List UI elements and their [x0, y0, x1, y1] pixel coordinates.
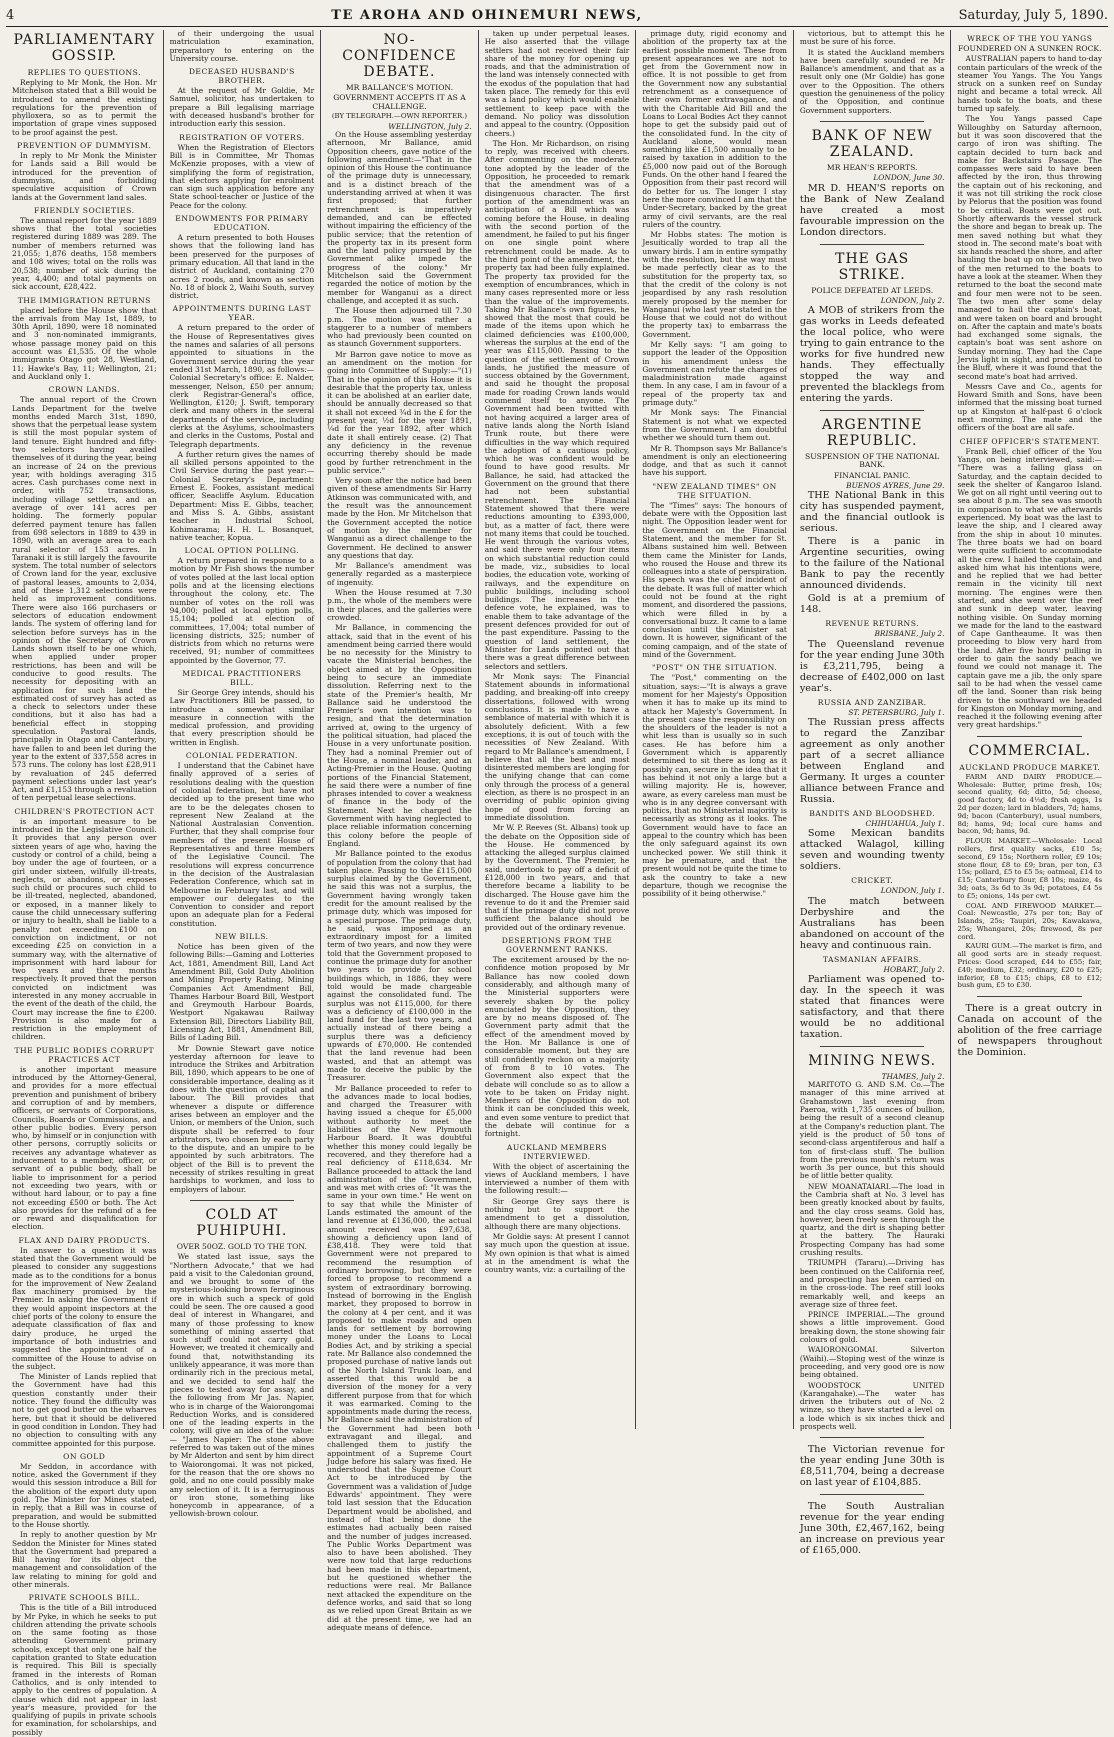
paragraph: There is a great outcry in Canada on account of the abolition of the free carriage of newspapers throughout the Dominion.	[957, 1003, 1103, 1059]
subheading: MEDICAL PRACTITIONERS BILL.	[182, 669, 302, 687]
paragraph: Mr Hobbs states: The motion is Jesuitically worded to trap all the unwary birds. I am in entire sympathy with the resolution, but the way must be made perfectly clear as to the substitution for the property tax, so that the credit of the colony is not jeopardised by any rash resolution merely proposed by the member for Wanganui (who last year stated in the House that we could not do without the property tax) to embarrass the Government.	[642, 230, 787, 339]
paragraph: Very soon after the notice had been given of these amendments Sir Harry Atkinson was communicated with, and the result was the announcement made by the Hon. Mr Mitchelson that the Government accepted the notice of motion by the member for Wanganui as a direct challenge to the Government. He declined to answer any questions that day.	[327, 476, 472, 560]
paragraph: We stated last issue, says the "Northern Advocate," that we had paid a visit to the Caledonian ground, and we brought to some of the mysterious-looking brown ferruginous ore in which such a speck of gold could be seen. The ore caused a good deal of interest in Whangarei, and many of those professing to know something of mining asserted that such stuff could not carry gold. However, we treated it chemically and found that, notwithstanding its unlikely appearance, it was more than ordinarily rich in the precious metal, and we decided to send half the pieces to tested away for assay, and the following from Mr Jas. Napier, who is in charge of the Waiorongomai Reduction Works, and is considered one of the leading experts in the colony, will give an idea of the value:— "James Napier: The stone above referred to was taken out of the mines by Mr Alderton and sent by him direct to Waiorongomai. It was not picked, for the reason that the ore shows no gold, and no one could possibly make any selection of it. It is a ferruginous or iron stone, something like honeycomb in appearance, of a yellowish-brown colour.	[169, 1252, 315, 1519]
subheading: WRECK OF THE YOU YANGS	[967, 34, 1093, 43]
paragraph: of their undergoing the usual matriculation examination, preparatory to entering on the University course.	[169, 29, 315, 63]
subheading: REVENUE RETURNS.	[825, 619, 920, 629]
subheading: NEW BILLS.	[215, 932, 269, 942]
paragraph: The Hon. Mr Richardson, on rising to reply, was received with cheers. After commenting on the moderate tone adopted by the leader of the Opposition, he proceeded to remark that the amendment was of a disingenuous character. The first portion of the amendment was an anticipation of a Bill which was coming before the House, in dealing with the second portion of the amendment, he failed to put his finger on one single point where retrenchment could be made. As to the third point of the amendment, the property tax had been fully explained. The property tax provided for the exemption of encumbrances, which in many cases represented more or less than the value of the improvements. Taking Mr Ballance's own figures, he showed that the most that could be made of the items upon which he claimed deficiencies was £100,000, whereas the surplus at the end of the year was £115,000. Passing to the question of the settlement of Crown lands, he justified the measure of success obtained by the Government, and said he thought the proposal made for roading Crown lands would commend itself to anyone. The Government had been twitted with not having acquired a larger area of native lands along the North Island Trunk route, but there were difficulties in the way which required the adoption of a cautious policy, which he was confident would be found to have good results. Mr Ballance, he said, had attacked the Government on the ground that there had not been substantial retrenchment. The Financial Statement showed that there were reductions amounting to £393,000, but, as a matter of fact, there were not many items that could be touched. He went through the various votes, and said there were only four items on which substantial reduction could be made, viz., subsidies to local bodies, the education vote, working of railways, and the expenditure on public buildings, including school buildings. The increases in the defence vote, he explained, was to enable them to take advantage of the present defences provided for out of the past expenditure. Passing to the question of land settlement, the Minister for Lands pointed out that there was a great difference between selectors and settlers.	[484, 138, 630, 671]
subheading: DESERTIONS FROM THE GOVERNMENT RANKS.	[501, 936, 613, 955]
paragraph: At the request of Mr Goldie, Mr Samuel, solicitor, has undertaken to prepare a Bill legalising marriage with deceased husband's brother for introduction early this session.	[169, 86, 315, 129]
paragraph: Mr Kelly says: "I am going to support the leader of the Opposition in his amendment unless the Government can refute the charges of maladministration made against them. In any case, I am in favour of a repeal of the property tax and primage duty."	[642, 339, 787, 408]
paragraph: Mr R. Thompson says Mr Ballance's amendment is only an electioneering dodge, and that as such it cannot have his support.	[642, 443, 787, 478]
section-heading: ARGENTINE REPUBLIC.	[821, 417, 923, 450]
paragraph: In reply to Mr Monk the Minister for Lands said a Bill would be introduced for the prevention of dummyism, and forbidding speculative acquisition of Crown lands at the Government land sales.	[12, 151, 157, 202]
paragraph: Messrs Cave and Co., agents for Howard Smith and Sons, have been informed that the missing boat turned up at Kingston at half-past 6 o'clock next morning. The mate and the officers of the boat are all safe.	[957, 381, 1103, 433]
dateline: BUENOS AYRES, June 29.	[846, 481, 945, 491]
subheading: BANDITS AND BLOODSHED.	[809, 808, 936, 818]
paragraph: is an important measure to be introduced in the Legislative Council. It provides that any person over sixteen years of age who, having the custody or control of a child, being a boy under the age of fourteen, or a girl under sixteen, wilfully ill-treats, neglects, or abandons, or exposes such child or procures such child to be ill-treated, neglected, abandoned, or exposed, in a manner likely to cause the child unnecessary suffering or injury to health, shall be liable to a penalty not exceeding £100 on conviction on indictment, or not exceeding £25 on conviction in a summary way, with the alternative of imprisonment with hard labour for two years and three months respectively. It proved that the person convicted on indictment was interested in any money accruable in the event of the death of the child, the Court may increase the fine to £200. Provision is also made for a restriction in the employment of children.	[12, 816, 157, 1042]
column-5	[636, 30, 794, 1429]
newspaper-title: TE AROHA AND OHINEMURI NEWS,	[331, 7, 643, 23]
subheading: AUCKLAND PRODUCE MARKET.	[959, 762, 1101, 772]
paragraph: Mr Ballance, in commencing the attack, said that in the event of his amendment being carried there would be no necessity for the Ministry to vacate the Ministerial benches, the object aimed at by the Opposition being to secure an immediate dissolution. Referring next to the state of the Premier's health, Mr Ballance said he understood the Premier's own intention was to resign, and that the determination arrived at, owing to the urgency of the political situation, had placed the House in a very unfortunate position. They had a nominal Premier out of the House, a nominal leader, and an Acting-Premier in the House. Quoting portions of the Financial Statement, he said there were a number of fine phrases intended to cover a weakness of finance in the body of the Statement. Next he charged the Government with having neglected to place reliable information concerning this colony before the people of England.	[327, 623, 472, 848]
paragraph: With the object of ascertaining the views of Auckland members, I have interviewed a number of them with the following result:—	[484, 1161, 630, 1196]
column-1	[6, 30, 164, 1737]
subheading: PREVENTION OF DUMMYISM.	[17, 141, 152, 151]
divider	[820, 1437, 925, 1438]
paragraph: The Minister of Lands replied that the Government have had this question constantly under their notice. They found the difficulty was not to get good butter on the wharves here, but that it should be delivered in good condition in London. They had no objection to consulting with any committee appointed for this purpose.	[12, 1372, 157, 1448]
dateline: BRISBANE, July 2.	[874, 629, 945, 639]
paragraph: The South Australian revenue for the year ending June 30th, £2,467,162, being an increase on previous year of £165,000.	[799, 1501, 945, 1557]
paragraph: In reply to another question by Mr Seddon the Minister for Mines stated that the Government had prepared a Bill having for its object the management and consolidation of the law relating to mining for gold and other minerals.	[12, 1530, 157, 1589]
subheading: REGISTRATION OF VOTERS.	[179, 132, 305, 142]
deck: MR HEAN'S REPORTS.	[826, 162, 918, 172]
subheading: DECEASED HUSBAND'S BROTHER.	[188, 67, 295, 86]
paragraph: victorious, but to attempt this he must be sure of his force.	[799, 29, 945, 47]
paragraph: The match between Derbyshire and the Australians has been abandoned on account of the heavy and continuous rain.	[799, 895, 945, 951]
subheading: APPOINTMENTS DURING LAST YEAR.	[172, 304, 312, 323]
column-4	[479, 30, 637, 1429]
paragraph: THE National Bank in this city has suspended payment, and the financial outlook is serious.	[799, 490, 945, 535]
paragraph: Replying to Mr Monk, the Hon. Mr Mitchelson stated that a Bill would be introduced to amend the existing regulations for the prevention of phylloxera, so as to permit the importation of grape vines supposed to be proof against the pest.	[12, 78, 157, 137]
column-6	[794, 29, 952, 1557]
divider	[977, 996, 1082, 997]
paragraph: The annual report for the year 1889 shows that the total societies registered during 1889 was 289. The number of members returned was 21,055; 1,876 deaths, 158 members and 108 wives; total on the rolls was 20,538; number of sick during the year, 4,400; and total payments on sick account, £28,422.	[12, 215, 157, 292]
paragraph: When the Registration of Electors Bill is in Committee, Mr Thomas McKenzie proposes, with a view of simplifying the form of registration, that electors applying for enrolment can sign such application before any State school-teacher or Justice of the Peace for the colony.	[169, 142, 315, 210]
paragraph: Mr Ballance pointed to the exodus of population from the colony that had taken place. Passing to the £115,000 surplus claimed by the Government, he said this was not a surplus, the Government having wrongly taken credit for the amount realised by the primage duty, which was imposed for a special purpose. The primage duty, he said, was imposed as an extraordinary impost for a limited term of two years, and now they were told that the Government proposed to continue the primage duty for another two years to provide for school buildings which, in 1886, they were told would be made chargeable against the consolidated fund. The surplus was not £115,000, for there was a deficiency of £100,000 in the land fund for the last two years, and actually instead of there being a surplus there was a deficiency upwards of £70,000. He contended that the land revenue had been wasted, and that an attempt was made to deceive the public by the Treasurer.	[327, 849, 472, 1083]
dateline: LONDON, June 30.	[873, 173, 945, 183]
paragraph: MR D. HEAN'S reports on the Bank of New Zealand have created a most favourable impression on the London directors.	[799, 182, 945, 238]
paragraph: Mr Ballance proceeded to refer to the advances made to local bodies, and charged the Treasurer with having issued a cheque for £5,000 without authority to meet the liabilities of the New Plymouth Harbour Board. It was doubtful whether this money could legally be recovered, and they therefore had a real deficiency of £118,634. Mr Ballance proceeded to attack the land administration of the Government, and was met with cries of: "It was the same in your own time." He went on to say that while the Minister of Lands estimated the amount of the land revenue at £136,000, the actual amount received was £97,638, showing a deficiency upon land of £38,418. They were told that Government were not prepared to recommend the resumption of ordinary borrowing, but they were forced to propose to recommend a system of extraordinary borrowing. Instead of borrowing in the English market, they proposed to borrow in the colony at 4 per cent, and it was proposed to make roads and open lands for settlement by borrowing money under the Loans to Local Bodies Act, and by striking a special rate. Mr Ballance also condemned the proposed purchase of native lands out of the North Island Trunk loan, and asserted that this would be a diversion of the money for a very different purpose from that for which it was earmarked. Coming to the appointments made during the recess, Mr Ballance said the administration of the Government had been both extravagant and illegal, and challenged them to justify the appointment of a Supreme Court Judge before his salary was fixed. He understood that the Supreme Court Act to be introduced by the Government was a validation of Judge Edwards' appointment. They were told last session that the Education Department would be abolished, and instead of that being done the estimates had actually been raised and the number of judges increased. The Public Works Department was also to have been abolished. They were now told that large reductions had been made in this department, but he questioned whether the reductions were real. Mr Ballance next attacked the expenditure on the defence works, and said that so long as we relied upon Great Britain as we did at the present time, we had an adequate means of defence.	[327, 1083, 472, 1632]
divider	[190, 1200, 295, 1201]
paragraph: NEW MOANATAIARI.—The load in the Cambria shaft at No. 3 level has been greatly knocked about by faults, and the clay cross seams. Gold has, however, been freely seen through the quartz, and the dirt is shaping better at the battery. The Hauraki Prospecting Company has had some crushing results.	[799, 1181, 945, 1258]
paragraph: The "Times" says: The honours of debate were with the Opposition last night. The Opposition leader went for the Government on the Financial Statement, and the member for St. Albans sustained him well. Between them came the Minister for Lands, who roused the House and threw its colleagues into a state of perspiration. His speech was the chief incident of the debate. It was full of matter which could not be found at the right moment, and disordered the passions, which were filled in by a conversational buzz. It came to a lame conclusion until the Minister sat down. It is however, significant of the coming campaign, and of the state of mind of the Government.	[642, 500, 787, 660]
subheading: LOCAL OPTION POLLING.	[184, 546, 300, 556]
subheading: TASMANIAN AFFAIRS.	[822, 954, 922, 964]
paragraph: Mr Ballance's amendment was generally regarded as a masterpiece of ingenuity.	[327, 561, 472, 587]
paragraph: is another important measure introduced by the Attorney-General, and provides for a more effectual prevention and punishment of bribery and corruption of and by members, officers, or servants of Corporations, Councils, Boards or Commissions, and other public bodies. Every person who, by himself or in conjunction with other persons, corruptly solicits or receives any advantage whatever as inducement to a member, officer, or servant of a public body, shall be liable to imprisonment for a period not exceeding two years, with or without hard labour, or to pay a fine not exceeding £500 or both. The Act also provides for the refund of a fee or reward and disqualification for election.	[12, 1064, 157, 1232]
dateline: CHIHUAHUA, July 1.	[865, 818, 945, 828]
paragraph: The You Yangs passed Cape Willoughby on Saturday afternoon, but it was soon discovered that the cargo of iron was shifting. The captain decided to turn back and make for Backstairs Passage. The compasses were said to have been affected by the iron, thus throwing the captain out of his reckoning, and it was not till striking the rock close by Pelorus that the position was found to be critical. Boats were got out. Shortly afterwards the vessel struck the shore and began to break up. The men saved nothing but what they stood in. The second mate's boat with six hands reached the shore, and after hauling the boat up on the beach two of the men returned to the boats to have a look at the steamer. When they returned to the boat the second mate and four men were not to be seen. The two men after some delay managed to hail the captain's boat, and were taken on board and brought on. After the captain and mate's boats had exchanged some signals, the captain's boat was sent ashore on Sunday morning. They had the Cape Jervis light in sight, and proceeded to the Bluff, where it was found that the second mate's boat had arrived.	[957, 114, 1103, 381]
paragraph: Sir George Grey intends, should his Law Practitioners Bill be passed, to introduce a somewhat similar measure in connection with the medical profession, and providing that every prescription should be written in English.	[169, 688, 315, 747]
section-heading: PARLIAMENTARY GOSSIP.	[13, 32, 156, 64]
paragraph: Mr Monk says: The Financial Statement is not what we expected from the Government. I am doubtful whether we should turn them out.	[642, 408, 787, 443]
dateline: HOBART, July 2.	[883, 964, 945, 974]
paragraph: COAL AND FIREWOOD MARKET.—Coal: Newcastle, 27s per ton; Bay of Islands, 25s; Taupiri, 20s; Kawakawa, 25s; Whangarei, 20s; firewood, 8s per cord.	[957, 901, 1103, 941]
deck: GOVERNMENT ACCEPTS IT AS A CHALLENGE.	[333, 93, 466, 111]
paragraph: The Victorian revenue for the year ending June 30th is £8,511,704, being a decrease on last year of £104,885.	[799, 1444, 945, 1489]
paragraph: On the House assembling yesterday afternoon, Mr Ballance, amid Opposition cheers, gave notice of the following amendment:—"That in the opinion of this House the continuance of the primage duty is unnecessary, and is a distinct breach of the understanding arrived at when it was first proposed; that further retrenchment is imperatively demanded, and can be effected without impairing the efficiency of the public service; that the retention of the property tax in its present form and the land policy pursued by the Government alike impede the progress of the colony." Mr Mitchelson said the Government regarded the notice of motion by the member for Wanganui as a direct challenge, and accepted it as such.	[327, 129, 472, 305]
paragraph: The annual report of the Crown Lands Department for the twelve months ended March 31st, 1890, shows that the perpetual lease system is still the most popular system of land tenure. Eight hundred and fifty-two selectors having availed themselves of it during the year, being an increase of 24 on the previous year, with holdings averaging 315 acres. Cash purchases come next in order, with 752 transactions, including village settlers, and an average of over 141 acres per holding. The formerly popular deferred payment tenure has fallen from 698 selectors in 1889 to 439 in 1890, with an average area to each rural selector of 153 acres. In Taranaki it is still largely the favourite system. The total number of selectors of Crown land for the year, exclusive of pastoral leases, amounts to 2,034, and of these 1,312 selections were held as improvement conditions. There were also 166 purchasers or selectors of education endowment lands. The system of offering land for selection before surveys has in the opinion of the Secretary of Crown Lands shown itself to be one which, when applied under proper restrictions, has been and will be conducive to good results. The necessity for depositing with an application for such land the estimated cost of survey has acted as a check to selectors under these conditions, but it also has had a beneficial effect in stopping speculation. Pastoral lands, principally in Otago and Canterbury, have fallen to and been let during the year to the extent of 337,558 acres in 573 runs. The colony has lost £28,911 by revaluation of 245 deferred payment selections under last year's Act, and £1,153 through a revaluation of ten perpetual lease selections.	[12, 395, 157, 803]
deck: OVER 50OZ. GOLD TO THE TON.	[176, 1241, 307, 1251]
subheading: CHIEF OFFICER'S STATEMENT.	[959, 436, 1100, 446]
divider	[820, 1494, 925, 1495]
paragraph: PRINCE IMPERIAL.—The ground shows a little improvement. Good breaking down, the stone showing fair colours of gold.	[799, 1310, 945, 1345]
paragraph: A return prepared in response to a motion by Mr Fish shows the number of votes polled at the last local option polls and at the licensing elections throughout the colony, etc. The number of votes on the roll was 94,000; polled at local option polls, 15,104; polled at election of committees, 17,004; total number of licensing districts, 325; number of districts from which no returns were received, 91; number of committees appointed by the Governor, 77.	[169, 556, 315, 665]
section-heading: COLD AT PUHIPUHI.	[196, 1206, 288, 1239]
paragraph: KAURI GUM.—The market is firm, and all good sorts are in steady request. Prices: Good scraped, £44 to £55; fair, £40; medium, £32; ordinary, £20 to £25; inferior, £8 to £15; chips, £8 to £12; bush gum, £5 to £30.	[957, 942, 1103, 990]
divider	[977, 736, 1082, 737]
dateline: WELLINGTON, July 2.	[388, 121, 472, 131]
subheading: "POST" ON THE SITUATION.	[651, 663, 778, 673]
deck: FINANCIAL PANIC.	[834, 470, 911, 480]
paragraph: Mr Barron gave notice to move as an amendment on the motion for going into Committee of Supply:—"(1) That in the opinion of this House it is desirable that the property tax, unless it can be abolished at an earlier date, should be annually decreased so that it shall not exceed ¾d in the £ for the present year, ½d for the year 1891, ¼d for the year 1892, after which date it shall entirely cease. (2) That any deficiency in the revenue occurring thereby should be made good by further retrenchment in the public service."	[327, 349, 472, 475]
paragraph: The Russian press affects to regard the Zanzibar agreement as only another part of a secret alliance between England and Germany. It urges a counter alliance between France and Russia.	[799, 716, 945, 805]
dateline: ST. PETERSBURG, July 1.	[848, 707, 945, 717]
paragraph: It is stated the Auckland members have been carefully sounded re Mr Ballance's amendment, and that as a result only one (Mr Goldie) has gone over to the Opposition. The others question the genuineness of the policy of the Opposition, and continue Government supporters.	[799, 47, 945, 115]
subheading: CROWN LANDS.	[48, 385, 120, 395]
paragraph: AUSTRALIAN papers to hand to-day contain particulars of the wreck of the steamer You Yangs. The You Yangs struck on a sunken reef on Sunday night and became a total wreck. All hands took to the boats, and these turned up safely.	[957, 54, 1103, 114]
subheading: REPLIES TO QUESTIONS.	[27, 68, 141, 77]
paragraph: There is a panic in Argentine securities, owing to the failure of the National Bank to pay the recently announced dividends.	[799, 536, 945, 592]
paragraph: A MOB of strikers from the gas works in Leeds defeated the local police, who were trying to gain entrance to the works for five hundred new hands. They effectually stopped the way and prevented the blacklegs from entering the yards.	[799, 305, 945, 405]
paragraph: The "Post," commenting on the situation, says:—"It is always a grave moment for her Majesty's Opposition when it has to make up its mind to attack her Majesty's Government. In the present case the responsibility on the shoulders of the leader is not a whit less than is usually so in such cases. He has before him a Government which is apparently determined to sit there as long as it possibly can, secure in the idea that it has behind it not only a large but a willing majority. He is, however, aware, as every careless man must be who is in any degree conversant with politics, that no Ministerial majority is necessarily as strong as it looks. The Government would have to face an appeal to the country which has been the only safeguard against its own unchecked power. We still think it may be premature, and that the present would not be quite the time to ask the country to take a new departure, though we recognise the possibility of it being otherwise."	[642, 673, 787, 899]
paragraph: Frank Bell, chief officer of the You Yangs, on being interviewed, said:— "There was a falling glass on Saturday, and the captain decided to seek the shelter of Kangaroo Island. We got on all right until veering out to sea about 8 p.m. The sea was smooth in comparison to what we afterwards experienced. My boat was the last to leave the ship, and I cleared away from the ship in about 10 minutes. The three boats we had on board were quite sufficient to accommodate all the crew. I hailed the captain, and asked him what his intentions were, and he replied that we had better remain in the vicinity till next morning. The engines were then started, and she went over the reef and sunk in deep water, leaving nothing visible. On Sunday morning we made for the land to the eastward of Cape Gantheaume. It was then proceeding to blow very hard from the land. After five hours' pulling in order to gain the sandy beach we found we could not manage it. The captain gave me a jib, the only spare sail to be had when the vessel came off the land. Sooner than risk being driven to the southward we headed for Kingston on Monday morning, and reached it the following evening after very great hardships."	[957, 446, 1103, 730]
paragraph: The Queensland revenue for the year ending June 30th is £3,211,795, being a decrease of £402,000 on last year's.	[799, 638, 945, 694]
paragraph: WAIORONGOMAI. Silverton (Waihi).—Stoping west of the winze is proceeding, and very good ore is now being obtained.	[799, 1345, 945, 1380]
section-heading: THE GAS STRIKE.	[835, 250, 910, 283]
divider	[820, 1046, 925, 1047]
subheading: FRIENDLY SOCIETIES.	[34, 205, 135, 215]
subheading: CRICKET.	[851, 876, 894, 886]
subheading: "NEW ZEALAND TIMES" ON THE SITUATION.	[652, 481, 777, 500]
paragraph: FLOUR MARKET.—Wholesale: Local rollers, first quality sacks, £10 5s; second, £9 15s; Northern roller, £9 10s; stone flour, £8 to £9; bran, per ton, £3 15s; pollard, £5 to £5 5s; oatmeal, £14 to £15; Canterbury flour, £8 10s; maize, 4s 3d; oats, 3s 6d to 3s 9d; potatoes, £4 5s to £5; onions, 14s per cwt.	[957, 837, 1103, 900]
subheading: PRIVATE SCHOOLS BILL.	[28, 1593, 140, 1603]
divider	[820, 410, 925, 411]
deck: MR BALLANCE'S MOTION.	[345, 83, 453, 92]
paragraph: taken up under perpetual leases. He also asserted that the village settlers had not received their fair share of the money for opening up roads, and that the administration of the land was intensely connected with the exodus of the population that had taken place. The remedy for this evil was a land policy which would enable settlement to keep pace with the demand. No policy was dissolution and appeal to the country. (Opposition cheers.)	[484, 29, 630, 138]
subheading: THE IMMIGRATION RETURNS	[17, 295, 151, 305]
dateline: LONDON, July 1.	[880, 886, 945, 896]
page-number: 4	[6, 7, 15, 23]
section-heading: BANK OF NEW ZEALAND.	[811, 127, 933, 160]
paragraph: Mr W. P. Reeves (St. Albans) took up the debate on the Opposition side of the House. He commenced by attacking the alleged surplus claimed by the Government. The Premier, he said, undertook to pay off a deficit of £128,000 in two years, and that therefore became a liability to be discharged. The House gave him the revenue to do it and the Premier said that if the primage duty did not prove sufficient the balance should be provided out of the ordinary revenue.	[484, 823, 630, 932]
paragraph: I understand that the Cabinet have finally approved of a series of resolutions dealing with the question of colonial federation, but have not decided up to the present time who are to be the delegates chosen to represent New Zealand at the National Australasian Convention. Further, that they shall comprise four members of the present House of Representatives and three members of the Legislative Council. The resolutions will express concurrence in the decision of the Australasian Federation Conference, which sat in Melbourne in February last, and will empower our delegates to the Convention to consider and report upon an adequate plan for a Federal constitution.	[169, 761, 315, 928]
paragraph: Gold is at a premium of 148.	[799, 593, 945, 616]
paragraph: FARM AND DAIRY PRODUCE.—Wholesale: Butter, prime fresh, 10s; second quality, 6d; ditto, 5d; cheese, good factory, 4d to 4½d; fresh eggs, 1s 2d per dozen; lard in bladders, 7d; hams, 9d; bacon (Canterbury), usual numbers, 8d; hams, 9d; local cure hams and bacon, 9d; hams, 9d.	[957, 772, 1103, 836]
paragraph: Sir George Grey says there is nothing but to support the amendment to get a dissolution, although there are many objections.	[484, 1196, 630, 1231]
subheading: AUCKLAND MEMBERS INTERVIEWED.	[506, 1142, 608, 1161]
paragraph: primage duty, rigid economy and abolition of the property tax at the earliest possible moment. These from present appearances we are not to get from the Government now in office. It is not possible to get from the Government now any substantial retrenchment as a consequence of their own former extravagance, and with the Charitable Aid Bill and the Loans to Local Bodies Act they cannot hope to get the subsidy paid out of the consolidated fund. In the city of Auckland alone, would mean something like £1,500 annually to be raised by taxation in addition to the £5,000 now paid out of the Borough Funds. On the other hand I feared the Opposition from their past record will do better for us. The longer I stay here the more convinced I am that the Under-Secretary, backed by the great army of civil servants, are the real rulers of the country.	[642, 29, 787, 229]
section-heading: NO-CONFIDENCE DEBATE.	[342, 32, 457, 80]
paragraph: A return presented to both Houses shows that the following land has been preserved for the purposes of primary education. All that land in the district of Auckland, containing 270 acres 2 roods, and known as section No. 18 of block 2, Waihi South, survey district.	[169, 233, 315, 301]
paragraph: The excitement aroused by the no-confidence motion proposed by Mr Ballance has now cooled down considerably, and although many of the Ministerial supporters were severely shaken by the policy enunciated by the Opposition, they are by no means disposed of. The Government party admit that the effect of the amendment moved by the Hon. Mr Ballance is one of considerable moment, but they are still confidently reckon on a majority of from 8 to 10 votes. The Government also expect that the debate will conclude so as to allow a vote to be taken on Friday night. Members of the Opposition do not think it can be concluded this week, and even some venture to predict that the debate will continue for a fortnight.	[484, 955, 630, 1139]
column-3	[321, 30, 479, 1632]
masthead	[6, 4, 1108, 27]
subheading: FLAX AND DAIRY PRODUCTS.	[18, 1235, 151, 1245]
paragraph: Some Mexican bandits attacked Walagol, killing seven and wounding twenty soldiers.	[799, 828, 945, 873]
paragraph: Parliament was opened to-day. In the speech it was stated that finances were satisfactory, and that there would be no additional taxation.	[799, 973, 945, 1040]
column-7	[951, 30, 1108, 1429]
paragraph: MARITOTO G. AND S.M. Co.—The manager of this mine arrived at Grahamstown last evening from Paeroa, with 1,735 ounces of bullion, being the result of a second cleanup at the Company's reduction plant. The yield is the product of 50 tons of second-class argentiferous and half a ton of first-class stuff. The bullion from the previous month's return was worth 3s per ounce, but this should be of little better quality.	[799, 1080, 945, 1181]
subheading: CHILDREN'S PROTECTION ACT	[14, 806, 155, 816]
column-2	[164, 29, 322, 1519]
subheading: ON GOLD	[63, 1451, 106, 1461]
paragraph: A return prepared to the order of the House of Representatives gives the names and salaries of all persons appointed to situations in the Government service during the year ended 31st March, 1890, as follows:—Colonial Secretary's office: E. Nalder, messenger, Nelson, £50 per annum; clerk Registrar-General's office, Wellington, £120; J. Swift, temporary clerk and many others in the several departments of the service, including clerks at the Asylums, schoolmasters and clerks in the Customs, Postal and Telegraph departments.	[169, 323, 315, 449]
section-heading: MINING NEWS.	[808, 1052, 937, 1069]
paragraph: In answer to a question it was stated that the Government would be pleased to consider any suggestions made as to the conditions for a bonus for the improvement of New Zealand flax machinery promised by the Premier. In asking the Government if they would appoint inspectors at the chief ports of the colony to ensure the adequate classification of flax and dairy produce, he urged the importance of both industries and suggested the appointment of a committee of the House to advise on the subject.	[12, 1245, 157, 1371]
section-heading: COMMERCIAL.	[968, 742, 1092, 759]
paragraph: When the House resumed at 7.30 p.m., the whole of the members were in their places, and the galleries were crowded.	[327, 588, 472, 622]
paragraph: TRIUMPH (Tararu).—Driving has been continued on the California reef, and prospecting has been carried on in the cross-lode. The reef still looks remarkably well, and keeps an average size of three feet.	[799, 1258, 945, 1309]
paragraph: Mr Goldie says: At present I cannot say much upon the question at issue. My own opinion is that what is aimed at in the amendment is what the country wants, viz: a curtailing of the	[484, 1231, 630, 1275]
paragraph: Mr Downie Stewart gave notice yesterday afternoon for leave to introduce the Strikes and Arbitration Bill, 1890, which appears to be one of considerable importance, dealing as it does with the question of capital and labour. The Bill provides that whenever a dispute or difference arises between an employer and the Union, or members of the Union, such dispute shall be referred to four arbitrators, two chosen by each party to the dispute, and an umpire to be appointed by such arbitrators. The object of the Bill is to prevent the necessity of strikes resulting in great hardships to workmen, and loss to employers of labour.	[169, 1043, 315, 1194]
deck: POLICE DEFEATED AT LEEDS.	[811, 285, 934, 295]
paragraph: Notice has been given of the following Bills:—Gaming and Lotteries Act, 1881, Amendment Bill, Land Act Amendment Bill, Gold Duty Abolition and Mining Property Rating, Mining Companies Act Amendment Bill, Thames Harbour Board Bill, Westport and Greymouth Harbour Boards, Westport Ngakawau Railway Extension Bill, Directors Liability Bill, Licensing Act, 1881, Amendment Bill, Bills of Lading Bill.	[169, 942, 315, 1043]
subheading: ENDOWMENTS FOR PRIMARY EDUCATION.	[175, 214, 309, 233]
subheading: RUSSIA AND ZANZIBAR.	[817, 697, 927, 707]
subheading: THE PUBLIC BODIES CORRUPT PRACTICES ACT	[14, 1045, 155, 1064]
paragraph: The House then adjourned till 7.30 p.m. The motion was rather a staggerer to a number of members who had previously been counted on as staunch Government supporters.	[327, 306, 472, 349]
deck: (BY TELEGRAPH.—OWN REPORTER.)	[331, 111, 468, 120]
divider	[820, 244, 925, 245]
paragraph: Mr Monk says: The Financial Statement abounds in informational padding, and breaking-off into creepy dissertations, followed with wrong conclusions. It is made to have a semblance of material with which it is absolutely deficient. With a few exceptions, it is out of touch with the necessities of New Zealand. With regard to Mr Ballance's amendment, I believe that all the best and most disinterested members are longing for the unifying change that can come only through the process of a general election, as there is no prospect in an overriding of public opinion giving hope of good from forcing an immediate dissolution.	[484, 671, 630, 822]
dateline: LONDON, July 2.	[880, 295, 945, 305]
deck: SUSPENSION OF THE NATIONAL BANK.	[805, 452, 940, 470]
subheading: COLONIAL FEDERATION.	[185, 751, 298, 761]
paragraph: placed before the House show that the arrivals from May 1st, 1889, to 30th April, 1890, were 18 nominated and 3 non-nominated immigrants, whose passage money paid on this account was £1,535. Of the whole immigrants Otago got 28, Westland, 11; Hawke's Bay, 11; Wellington, 21; and Auckland only 1.	[12, 305, 157, 381]
paragraph: WOODSTOCK UNITED (Karangahake).—The water has driven the tributers out of No. 2 winze, so they have started a level on a lode which is six inches thick and prospects well.	[799, 1380, 945, 1431]
paragraph: A further return gives the names of all skilled persons appointed to the Civil Service during the past year:—Colonial Secretary's Department: Ernest E. Fookes, assistant medical officer, Seacliffe Asylum. Education Department: Miss E. Gibbs, teacher, and Miss S. A. Gibbs, assistant teacher in Industrial School, Kohimarama; H. H. L. Bosanquet, native teacher, Kopua.	[169, 449, 315, 542]
deck: FOUNDERED ON A SUNKEN ROCK.	[958, 44, 1102, 53]
divider	[820, 121, 925, 122]
dateline: THAMES, July 2.	[881, 1071, 945, 1081]
issue-date: Saturday, July 5, 1890.	[958, 7, 1108, 23]
paragraph: Mr Seddon, in accordance with notice, asked the Government if they would this session introduce a Bill for the abolition of the export duty upon gold. The Minister for Mines stated, in reply, that a Bill was in course of preparation, and would be submitted to the House shortly.	[12, 1461, 157, 1529]
paragraph: This is the title of a Bill introduced by Mr Pyke, in which he seeks to put children attending the private schools on the same footing as those attending Government primary schools, except that only one half the capitation granted to State education is required. This Bill is specially framed in the interests of Roman Catholics, and is only intended to apply to the centres of population. A clause which did not appear in last year's measure, provided for the qualifying of pupils in private schools for examination, for scholarships, and possibly	[12, 1603, 157, 1737]
